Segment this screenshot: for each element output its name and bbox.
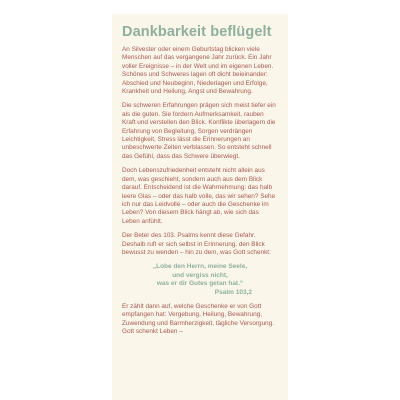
quote-line-1: „Lobe den Herrn, meine Seele, <box>152 263 248 271</box>
page-title: Dankbarkeit beflügelt <box>122 24 272 40</box>
paragraph-3: Doch Lebenszufriedenheit entsteht nicht allein aus dem, was geschieht, sondern auch aus dem Blick darauf. Entscheidend ist die Wahrnehmung: das halb leere Glas – oder das halb volle, das wir sehen? Sehe ich nur das Leidvolle – oder auch die Geschenke im Leben? Von diesem Blick hängt ab, wie sich das Leben anfühlt. <box>122 167 276 225</box>
quote-line-3: was er dir Gutes getan hat.“ <box>156 280 244 288</box>
paragraph-4: Der Beter des 103. Psalms kennt diese Gefahr. Deshalb ruft er sich selbst in Erinnerung, den Blick bewusst zu wenden – hin zu dem, was Gott schenkt: <box>122 232 271 256</box>
paragraph-2: Die schweren Erfahrungen prägen sich meist tiefer ein als die guten. Sie fordern Aufmerksamkeit, rauben Kraft und verstellen den Blick. Konflikte überlagern die Erfahrung von Begleitung, Sorgen verdrängen Leichtigkeit, Stress lässt die Erinnerungen an unbeschwerte Zeiten verblassen. So entsteht schnell das Gefühl, dass das Schwere überwiegt. <box>122 102 276 160</box>
paragraph-1: An Silvester oder einem Geburtstag blicken viele Menschen auf das vergangene Jahr zurück. Ein Jahr voller Ereignisse – in der Welt und im eigenen Leben. Schönes und Schweres lagen oft dicht beieinander: Abschied und Neubeginn, Niederlagen und Erfolge, Krankheit und Heilung, Angst und Bewahrung. <box>122 46 274 96</box>
bible-quote <box>122 263 278 297</box>
quote-line-2: und vergiss nicht, <box>172 271 228 279</box>
devotional-card <box>112 14 288 400</box>
quote-reference: Psalm 103,2 <box>214 288 252 296</box>
closing-paragraph: Er zählt dann auf, welche Geschenke er von Gott empfangen hat: Vergebung, Heilung, Bewahrung, Zuwendung und Barmherzigkeit, tägliche Versorgung. Gott schenkt Leben – <box>122 302 275 336</box>
